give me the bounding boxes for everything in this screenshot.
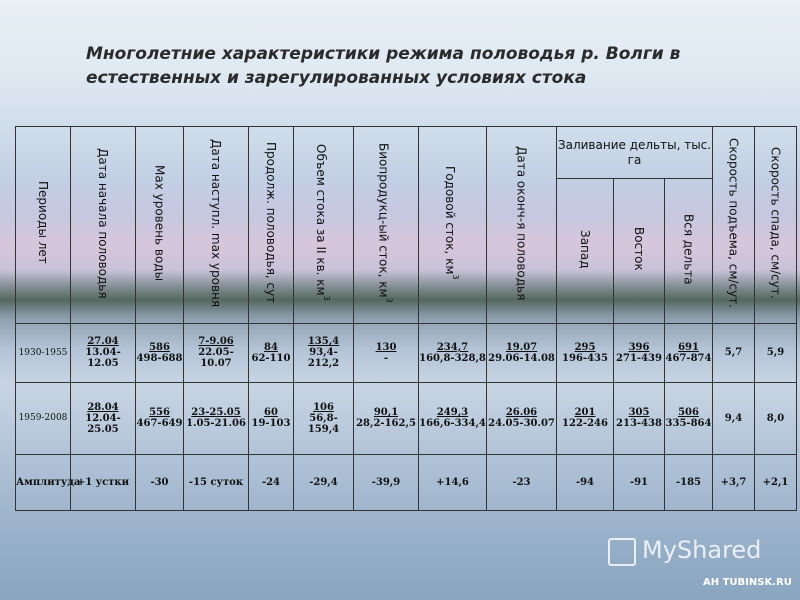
whole-delta-cell: 506 335-864: [665, 382, 713, 454]
amplitude-rise-rate: +3,7: [713, 454, 755, 510]
corner-label: AH TUBINSK.RU: [703, 577, 792, 588]
amplitude-max-level-date: -15 суток: [184, 454, 249, 510]
header-bio-flow: Биопродукц-ый сток, $км^3$: [354, 127, 419, 324]
period-cell: 1959-2008: [16, 382, 71, 454]
rise-rate-cell: 5,7: [713, 323, 755, 382]
table-row: [16, 323, 797, 382]
max-level-cell: 586 498-688: [136, 323, 184, 382]
amplitude-whole-delta: -185: [665, 454, 713, 510]
myshared-logo-icon: [608, 538, 636, 566]
slide-title: Многолетние характеристики режима половодья р. Волги в естественных и зарегулированных условиях стока: [86, 44, 681, 88]
flood-regime-table: [15, 126, 797, 511]
amplitude-duration: -24: [249, 454, 294, 510]
volume-cell: 135,4 93,4-212,2: [294, 323, 354, 382]
annual-flow-cell: 249,3 166,6-334,4: [419, 382, 487, 454]
duration-cell: 60 19-103: [249, 382, 294, 454]
rise-rate-cell: 9,4: [713, 382, 755, 454]
amplitude-row: [16, 454, 797, 510]
header-period: Периоды лет: [16, 127, 71, 324]
header-east: Восток: [614, 179, 665, 323]
amplitude-west: -94: [557, 454, 614, 510]
header-row-1: [16, 127, 797, 179]
amplitude-volume: -29,4: [294, 454, 354, 510]
header-rise-rate: Скорость подъема, см/сут.: [713, 127, 755, 324]
header-fall-rate: Скорость спада, см/сут.: [755, 127, 797, 324]
header-west: Запад: [557, 179, 614, 323]
start-date-cell: 28.04 12.04-25.05: [71, 382, 136, 454]
east-cell: 396 271-439: [614, 323, 665, 382]
watermark: MyShared: [642, 536, 762, 564]
bio-flow-cell: 90,1 28,2-162,5: [354, 382, 419, 454]
max-level-date-cell: 23-25.05 1.05-21.06: [184, 382, 249, 454]
amplitude-bio-flow: -39,9: [354, 454, 419, 510]
amplitude-max-level: -30: [136, 454, 184, 510]
volume-cell: 106 56,8-159,4: [294, 382, 354, 454]
header-volume: Объем стока за II кв. $км^3$: [294, 127, 354, 324]
amplitude-east: -91: [614, 454, 665, 510]
header-whole-delta: Вся дельта: [665, 179, 713, 323]
header-delta-group: Заливание дельты, тыс. га: [557, 127, 713, 179]
end-date-cell: 26.06 24.05-30.07: [487, 382, 557, 454]
header-max-level-date: Дата наступл. max уровня: [184, 127, 249, 324]
bio-flow-cell: 130 -: [354, 323, 419, 382]
east-cell: 305 213-438: [614, 382, 665, 454]
duration-cell: 84 62-110: [249, 323, 294, 382]
table-row: [16, 382, 797, 454]
west-cell: 201 122-246: [557, 382, 614, 454]
whole-delta-cell: 691 467-874: [665, 323, 713, 382]
annual-flow-cell: 234,7 160,8-328,8: [419, 323, 487, 382]
max-level-cell: 556 467-649: [136, 382, 184, 454]
start-date-cell: 27.04 13.04-12.05: [71, 323, 136, 382]
header-max-level: Max уровень воды: [136, 127, 184, 324]
header-duration: Продолж. половодья, сут: [249, 127, 294, 324]
amplitude-start-date: +1 устки: [71, 454, 136, 510]
amplitude-end-date: -23: [487, 454, 557, 510]
end-date-cell: 19.07 29.06-14.08: [487, 323, 557, 382]
header-start-date: Дата начала половодья: [71, 127, 136, 324]
amplitude-fall-rate: +2,1: [755, 454, 797, 510]
fall-rate-cell: 8,0: [755, 382, 797, 454]
fall-rate-cell: 5,9: [755, 323, 797, 382]
amplitude-label: Амплитуда: [16, 454, 71, 510]
max-level-date-cell: 7-9.06 22.05-10.07: [184, 323, 249, 382]
amplitude-annual-flow: +14,6: [419, 454, 487, 510]
west-cell: 295 196-435: [557, 323, 614, 382]
header-end-date: Дата оконч-я половодья: [487, 127, 557, 324]
header-annual-flow: Годовой сток, $км^3$: [419, 127, 487, 324]
period-cell: 1930-1955: [16, 323, 71, 382]
